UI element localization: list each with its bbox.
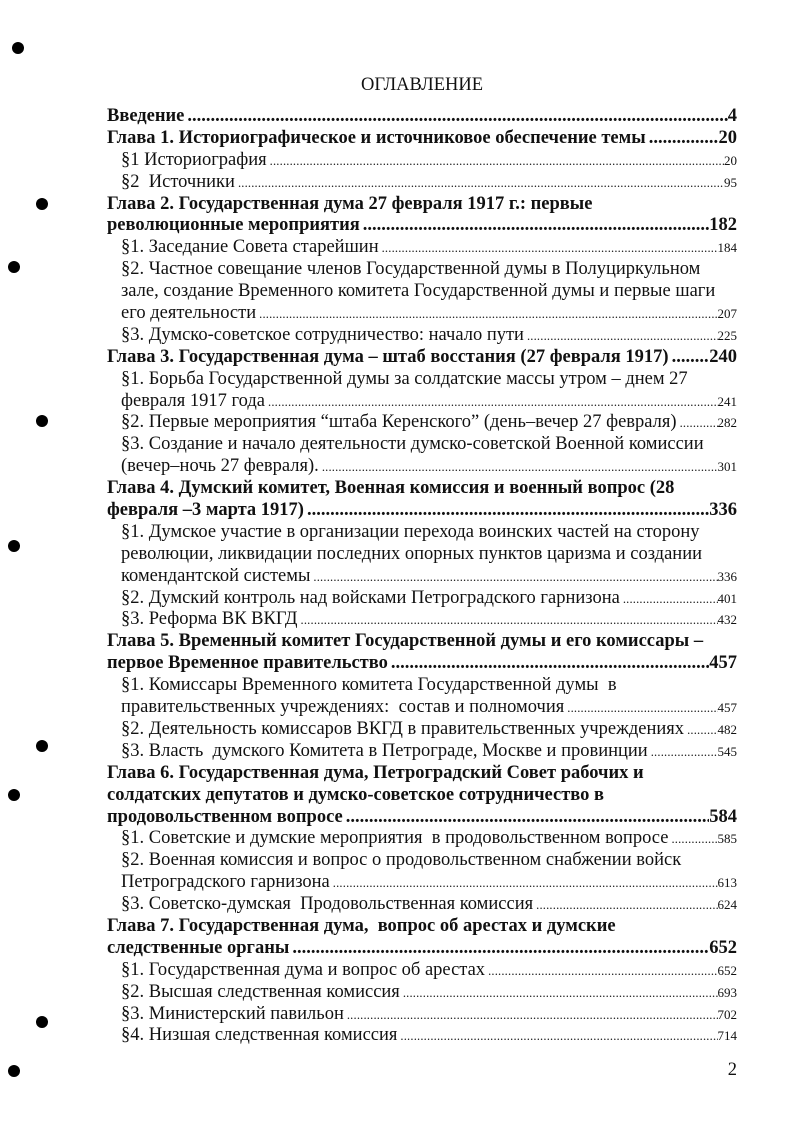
chapter-6-heading — [107, 763, 737, 829]
punch-hole-mark — [36, 740, 48, 752]
section-page-number: 282 — [717, 415, 737, 431]
toc-leader-line — [121, 456, 737, 478]
section-page-number: 95 — [724, 174, 737, 190]
dot-leader — [347, 1005, 718, 1027]
dot-leader — [187, 106, 727, 128]
toc-leader-line — [121, 391, 737, 413]
chapter-2-title-text: революционные мероприятия — [107, 215, 360, 236]
section-title-text: §3. Власть думского Комитета в Петрограде, Москве и провинции — [121, 740, 648, 761]
chapter-7-heading — [107, 916, 737, 960]
section-title-text: §3. Реформа ВК ВКГД — [121, 609, 298, 630]
chapter-5-title-text: Глава 5. Временный комитет Государственной думы и его комиссары – — [107, 631, 704, 652]
toc-leader-line — [121, 303, 737, 325]
section-page-number: 624 — [717, 897, 737, 913]
chapter-5-section-2 — [107, 719, 737, 741]
section-title-text: правительственных учреждениях: состав и полномочия — [121, 697, 565, 718]
section-title-text: §2. Деятельность комиссаров ВКГД в правительственных учреждениях — [121, 718, 685, 739]
toc-leader-line — [121, 982, 737, 1004]
toc-line — [107, 763, 737, 785]
section-page-number: 585 — [717, 831, 737, 847]
toc-leader-line — [121, 894, 737, 916]
chapter-3-title-text: Глава 3. Государственная дума – штаб восстания (27 февраля 1917) — [107, 346, 669, 367]
chapter-6-title-text: солдатских депутатов и думско-советское сотрудничество в — [107, 784, 605, 805]
section-title-text: §2. Частное совещание членов Государственной думы в Полуциркульном — [121, 259, 701, 280]
section-page-number: 482 — [717, 721, 737, 737]
chapter-4-section-2 — [107, 588, 737, 610]
punch-hole-mark — [8, 789, 20, 801]
toc-leader-line — [107, 807, 737, 829]
toc-line — [107, 631, 737, 653]
toc-leader-line — [121, 719, 737, 741]
toc-leader-line — [121, 872, 737, 894]
chapter-1-section-2 — [107, 172, 737, 194]
toc-leader-line — [107, 500, 737, 522]
section-page-number: 457 — [717, 700, 737, 716]
chapter-2-page-number: 182 — [709, 215, 737, 236]
section-page-number: 241 — [717, 393, 737, 409]
toc-leader-line — [121, 697, 737, 719]
dot-leader — [680, 413, 718, 435]
toc-leader-line — [121, 741, 737, 763]
section-page-number: 652 — [717, 962, 737, 978]
dot-leader — [649, 128, 719, 150]
section-title-text: революции, ликвидации последних опорных пунктов царизма и создании — [121, 543, 703, 564]
section-title-text: §1. Думское участие в организации перехода воинских частей на сторону — [121, 521, 700, 542]
section-title-text: §3. Министерский павильон — [121, 1003, 344, 1024]
chapter-5-section-3 — [107, 741, 737, 763]
dot-leader — [400, 1026, 717, 1048]
section-page-number: 184 — [717, 240, 737, 256]
toc-line — [107, 916, 737, 938]
table-of-contents — [107, 106, 737, 1047]
dot-leader — [307, 500, 709, 522]
toc-leader-line — [121, 588, 737, 610]
dot-leader — [333, 873, 718, 895]
toc-line — [121, 522, 737, 544]
chapter-6-section-2 — [107, 850, 737, 894]
toc-line — [121, 434, 737, 456]
chapter-2-section-3 — [107, 325, 737, 347]
section-page-number: 432 — [717, 612, 737, 628]
chapter-5-page-number: 457 — [709, 653, 737, 674]
chapter-7-title-text: следственные органы — [107, 937, 290, 958]
section-title-text: февраля 1917 года — [121, 390, 266, 411]
chapter-3-section-3 — [107, 434, 737, 478]
dot-leader — [391, 653, 709, 675]
chapter-7-page-number: 652 — [709, 937, 737, 958]
section-title-text: §2 Источники — [121, 171, 235, 192]
chapter-6-group — [107, 763, 737, 916]
dot-leader — [651, 742, 718, 764]
chapter-7-title-text: Глава 7. Государственная дума, вопрос об арестах и думские — [107, 915, 616, 936]
toc-line — [107, 478, 737, 500]
section-page-number: 207 — [717, 306, 737, 322]
dot-leader — [687, 720, 717, 742]
section-page-number: 613 — [717, 875, 737, 891]
dot-leader — [567, 698, 717, 720]
chapter-2-heading — [107, 194, 737, 238]
chapter-3-group — [107, 347, 737, 478]
toc-line — [121, 259, 737, 281]
dot-leader — [382, 238, 718, 260]
toc-leader-line — [121, 325, 737, 347]
section-title-text: §1. Советские и думские мероприятия в продовольственном вопросе — [121, 828, 669, 849]
chapter-5-heading — [107, 631, 737, 675]
section-title-text: §2. Первые мероприятия “штаба Керенского” (день–вечер 27 февраля) — [121, 412, 677, 433]
section-title-text: §1 Историография — [121, 149, 267, 170]
toc-line — [121, 675, 737, 697]
chapter-2-title-text: Глава 2. Государственная дума 27 февраля 1917 г.: первые — [107, 193, 593, 214]
toc-leader-line — [121, 960, 737, 982]
chapter-7-section-4 — [107, 1025, 737, 1047]
chapter-7-section-3 — [107, 1004, 737, 1026]
chapter-4-heading — [107, 478, 737, 522]
toc-line — [121, 850, 737, 872]
dot-leader — [363, 215, 709, 237]
toc-line — [121, 281, 737, 303]
section-page-number: 693 — [717, 984, 737, 1000]
section-title-text: §2. Думский контроль над войсками Петроградского гарнизона — [121, 587, 620, 608]
chapter-3-page-number: 240 — [709, 346, 737, 367]
toc-line — [107, 785, 737, 807]
chapter-7-section-2 — [107, 982, 737, 1004]
section-title-text: §3. Создание и начало деятельности думско-советской Военной комиссии — [121, 434, 704, 455]
section-title-text: §1. Государственная дума и вопрос об арестах — [121, 959, 486, 980]
section-title-text: комендантской системы — [121, 565, 311, 586]
chapter-6-section-3 — [107, 894, 737, 916]
dot-leader — [259, 304, 717, 326]
punch-hole-mark — [36, 415, 48, 427]
toc-line — [107, 194, 737, 216]
dot-leader — [238, 173, 724, 195]
dot-leader — [623, 589, 718, 611]
toc-leader-line — [121, 237, 737, 259]
chapter-5-title-text: первое Временное правительство — [107, 653, 388, 674]
toc-intro-entry — [107, 106, 737, 128]
toc-leader-line — [107, 938, 737, 960]
dot-leader — [322, 457, 718, 479]
section-page-number: 225 — [717, 327, 737, 343]
section-title-text: его деятельности — [121, 303, 257, 324]
dot-leader — [672, 347, 710, 369]
chapter-3-section-1 — [107, 369, 737, 413]
toc-leader-line — [121, 609, 737, 631]
chapter-4-group — [107, 478, 737, 631]
toc-leader-line — [121, 1004, 737, 1026]
section-title-text: (вечер–ночь 27 февраля). — [121, 456, 319, 477]
punch-hole-mark — [12, 42, 24, 54]
chapter-4-page-number: 336 — [709, 500, 737, 521]
dot-leader — [527, 326, 718, 348]
toc-leader-line — [121, 172, 737, 194]
dot-leader — [313, 567, 717, 589]
section-title-text: §1. Комиссары Временного комитета Государственной думы в — [121, 675, 617, 696]
chapter-2-section-2 — [107, 259, 737, 325]
dot-leader — [671, 829, 717, 851]
section-page-number: 336 — [717, 568, 737, 584]
intro-page-number: 4 — [727, 106, 737, 126]
chapter-4-title-text: февраля –3 марта 1917) — [107, 500, 304, 521]
chapter-1-page-number: 20 — [718, 127, 737, 148]
toc-leader-line — [107, 215, 737, 237]
chapter-3-section-2 — [107, 412, 737, 434]
punch-hole-mark — [8, 1065, 20, 1077]
toc-line — [121, 369, 737, 391]
intro-title-text: Введение — [107, 106, 185, 126]
section-title-text: §3. Советско-думская Продовольственная комиссия — [121, 894, 534, 915]
dot-leader — [301, 610, 718, 632]
chapter-4-section-3 — [107, 609, 737, 631]
toc-leader-line — [107, 653, 737, 675]
section-page-number: 20 — [724, 152, 737, 168]
toc-leader-line — [107, 106, 737, 128]
section-title-text: Петроградского гарнизона — [121, 872, 330, 893]
chapter-2-section-1 — [107, 237, 737, 259]
toc-leader-line — [121, 150, 737, 172]
dot-leader — [536, 895, 717, 917]
section-title-text: §3. Думско-советское сотрудничество: начало пути — [121, 324, 524, 345]
section-title-text: §2. Высшая следственная комиссия — [121, 981, 400, 1002]
dot-leader — [270, 151, 724, 173]
chapter-4-section-1 — [107, 522, 737, 588]
toc-leader-line — [107, 347, 737, 369]
chapter-1-section-1 — [107, 150, 737, 172]
toc-leader-line — [121, 412, 737, 434]
dot-leader — [488, 961, 717, 983]
punch-hole-mark — [36, 1016, 48, 1028]
chapter-6-page-number: 584 — [709, 806, 737, 827]
chapter-1-group — [107, 128, 737, 194]
dot-leader — [292, 938, 709, 960]
chapter-7-group — [107, 916, 737, 1047]
toc-leader-line — [121, 828, 737, 850]
section-page-number: 401 — [717, 590, 737, 606]
toc-leader-line — [121, 566, 737, 588]
toc-line — [121, 544, 737, 566]
toc-leader-line — [107, 128, 737, 150]
chapter-2-group — [107, 194, 737, 347]
page-number-footer: 2 — [727, 1060, 737, 1080]
section-title-text: §1. Борьба Государственной думы за солдатские массы утром – днем 27 — [121, 368, 688, 389]
chapter-6-section-1 — [107, 828, 737, 850]
chapter-3-heading — [107, 347, 737, 369]
section-page-number: 545 — [717, 743, 737, 759]
punch-hole-mark — [8, 540, 20, 552]
chapter-5-group — [107, 631, 737, 762]
chapter-7-section-1 — [107, 960, 737, 982]
chapter-1-heading — [107, 128, 737, 150]
section-title-text: §1. Заседание Совета старейшин — [121, 237, 379, 258]
section-title-text: зале, создание Временного комитета Государственной думы и первые шаги — [121, 281, 716, 302]
toc-title: ОГЛАВЛЕНИЕ — [360, 75, 484, 95]
section-title-text: §2. Военная комиссия и вопрос о продовольственном снабжении войск — [121, 850, 682, 871]
punch-hole-mark — [8, 261, 20, 273]
section-page-number: 301 — [717, 459, 737, 475]
section-page-number: 702 — [717, 1006, 737, 1022]
dot-leader — [403, 983, 718, 1005]
chapter-5-section-1 — [107, 675, 737, 719]
chapter-4-title-text: Глава 4. Думский комитет, Военная комиссия и военный вопрос (28 — [107, 478, 675, 499]
toc-leader-line — [121, 1025, 737, 1047]
chapter-6-title-text: Глава 6. Государственная дума, Петроградский Совет рабочих и — [107, 762, 644, 783]
section-page-number: 714 — [717, 1028, 737, 1044]
dot-leader — [346, 807, 710, 829]
section-title-text: §4. Низшая следственная комиссия — [121, 1025, 398, 1046]
punch-hole-mark — [36, 198, 48, 210]
chapter-1-title-text: Глава 1. Историографическое и источниковое обеспечение темы — [107, 127, 646, 148]
dot-leader — [268, 392, 717, 414]
chapter-6-title-text: продовольственном вопросе — [107, 806, 343, 827]
